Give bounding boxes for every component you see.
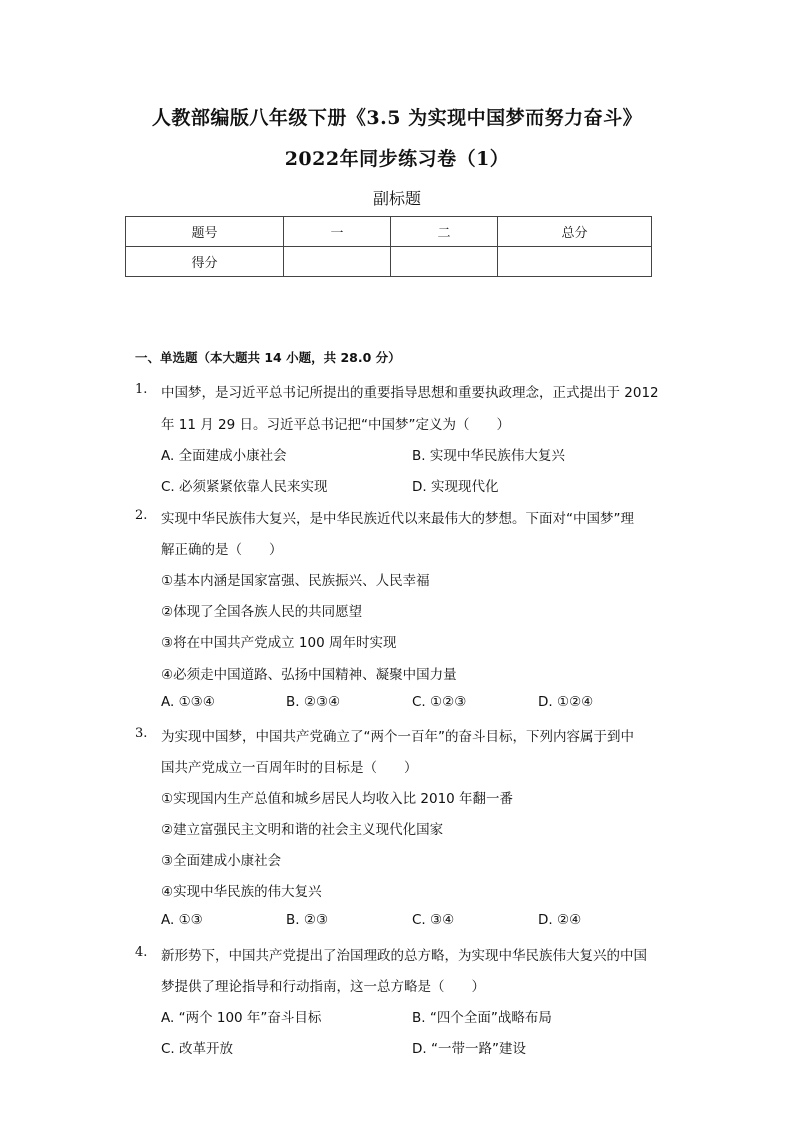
question-number: 3. xyxy=(135,726,148,741)
question-text: 年 11 月 29 日。习近平总书记把“中国梦”定义为（ ） xyxy=(161,417,511,433)
question-text: 梦提供了理论指导和行动指南，这一总方略是（ ） xyxy=(161,979,485,995)
score-cell-total-value[interactable] xyxy=(498,247,652,277)
question-text: 中国梦，是习近平总书记所提出的重要指导思想和重要执政理念，正式提出于 2012 xyxy=(161,385,659,401)
score-table-header-row xyxy=(126,217,652,247)
option-a: A. ①③ xyxy=(161,912,203,928)
question-statement: ①实现国内生产总值和城乡居民人均收入比 2010 年翻一番 xyxy=(161,791,514,807)
option-b: B. 实现中华民族伟大复兴 xyxy=(412,448,565,464)
score-cell-part-1: 一 xyxy=(284,217,391,247)
score-table-score-row xyxy=(126,247,652,277)
section-heading: 一、单选题（本大题共 14 小题，共 28.0 分） xyxy=(135,350,401,365)
question-statement: ②建立富强民主文明和谐的社会主义现代化国家 xyxy=(161,822,444,838)
question-statement: ③全面建成小康社会 xyxy=(161,853,282,869)
question-text: 解正确的是（ ） xyxy=(161,542,283,558)
option-c: C. ③④ xyxy=(412,912,455,928)
option-c: C. ①②③ xyxy=(412,694,467,710)
question-statement: ④必须走中国道路、弘扬中国精神、凝聚中国力量 xyxy=(161,667,457,683)
option-d: D. ②④ xyxy=(538,912,582,928)
option-a: A. “两个 100 年”奋斗目标 xyxy=(161,1010,322,1026)
page-subtitle: 副标题 xyxy=(372,189,421,208)
question-number: 1. xyxy=(135,382,148,397)
option-a: A. ①③④ xyxy=(161,694,215,710)
question-statement: ①基本内涵是国家富强、民族振兴、人民幸福 xyxy=(161,573,430,589)
score-cell-label: 得分 xyxy=(126,247,284,277)
option-c: C. 必须紧紧依靠人民来实现 xyxy=(161,479,328,495)
option-b: B. ②③ xyxy=(286,912,329,928)
question-number: 4. xyxy=(135,945,148,960)
score-cell-part-1-value[interactable] xyxy=(284,247,391,277)
question-text: 为实现中国梦，中国共产党确立了“两个一百年”的奋斗目标，下列内容属于到中 xyxy=(161,729,634,745)
question-statement: ④实现中华民族的伟大复兴 xyxy=(161,884,322,900)
question-number: 2. xyxy=(135,508,148,523)
score-cell-label: 题号 xyxy=(126,217,284,247)
question-text: 新形势下，中国共产党提出了治国理政的总方略，为实现中华民族伟大复兴的中国 xyxy=(161,948,647,964)
option-a: A. 全面建成小康社会 xyxy=(161,448,287,464)
page-title-line-1: 人教部编版八年级下册《3.5 为实现中国梦而努力奋斗》 xyxy=(151,107,643,129)
score-table xyxy=(125,216,652,277)
option-d: D. “一带一路”建设 xyxy=(412,1041,526,1057)
option-d: D. ①②④ xyxy=(538,694,594,710)
option-d: D. 实现现代化 xyxy=(412,479,499,495)
score-cell-part-2: 二 xyxy=(391,217,498,247)
option-c: C. 改革开放 xyxy=(161,1041,234,1057)
score-cell-part-2-value[interactable] xyxy=(391,247,498,277)
question-text: 实现中华民族伟大复兴，是中华民族近代以来最伟大的梦想。下面对“中国梦”理 xyxy=(161,511,634,527)
option-b: B. ②③④ xyxy=(286,694,341,710)
question-text: 国共产党成立一百周年时的目标是（ ） xyxy=(161,760,418,776)
question-statement: ②体现了全国各族人民的共同愿望 xyxy=(161,604,363,620)
score-cell-total: 总分 xyxy=(498,217,652,247)
question-statement: ③将在中国共产党成立 100 周年时实现 xyxy=(161,635,397,651)
page-title-line-2: 2022年同步练习卷（1） xyxy=(284,148,510,170)
option-b: B. “四个全面”战略布局 xyxy=(412,1010,552,1026)
